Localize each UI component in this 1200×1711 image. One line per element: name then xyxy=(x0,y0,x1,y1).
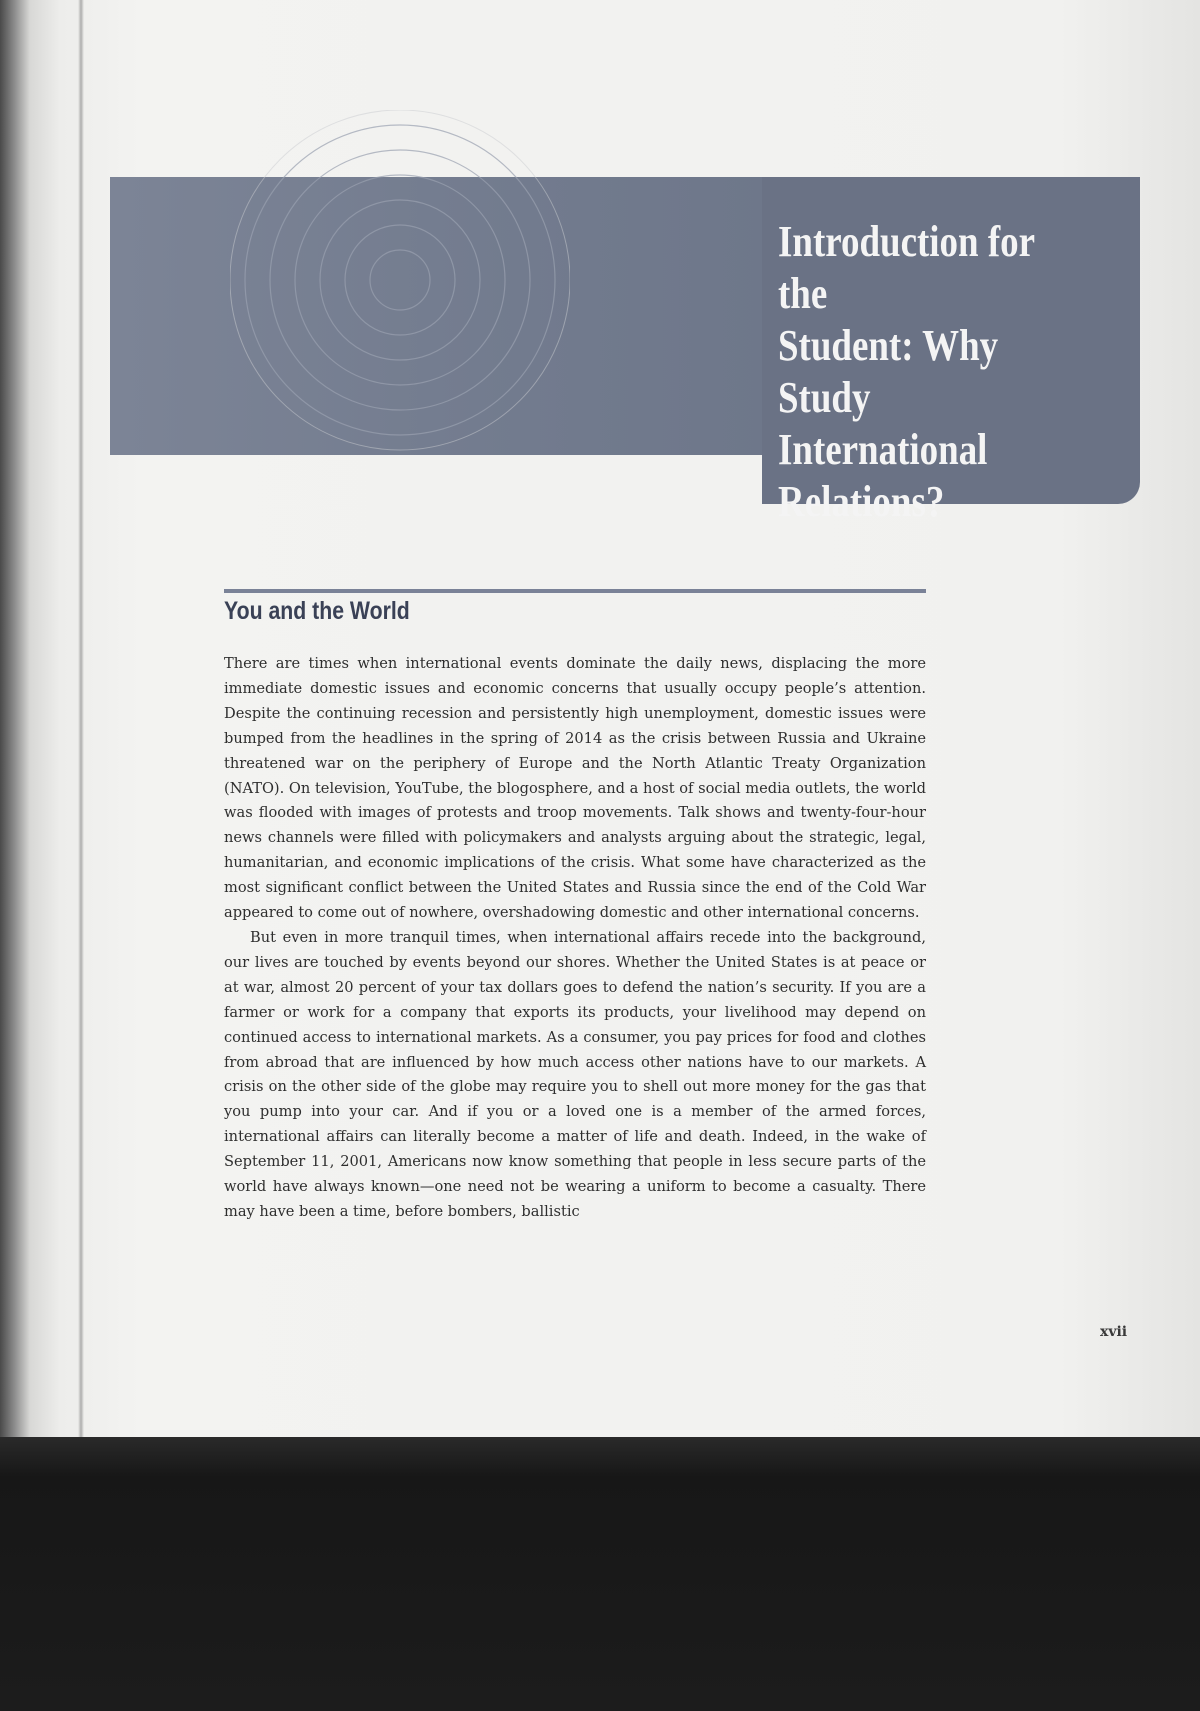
binding-shadow xyxy=(78,0,84,1437)
body-text xyxy=(224,652,926,1225)
chapter-title-line: Student: Why Study xyxy=(778,321,999,422)
section-rule xyxy=(224,589,926,593)
scan-bottom-shadow xyxy=(0,1437,1200,1711)
paragraph: There are times when international events dominate the daily news, displacing the more immediate domestic issues and economic concerns that usually occupy people’s attention. Despite the continuing recession and persistently high unemployment, domestic issues were bumped from the headlines in the spring of 2014 as the crisis between Russia and Ukraine threatened war on the periphery of Europe and the North Atlantic Treaty Organization (NATO). On television, YouTube, the blogosphere, and a host of social media outlets, the world was flooded with images of protests and troop movements. Talk shows and twenty-four-hour news channels were filled with policymakers and analysts arguing about the strategic, legal, humanitarian, and economic implications of the crisis. What some have characterized as the most significant conflict between the United States and Russia since the end of the Cold War appeared to come out of nowhere, overshadowing domestic and other international concerns. xyxy=(224,655,926,922)
paragraph: But even in more tranquil times, when international affairs recede into the background, our lives are touched by events beyond our shores. Whether the United States is at peace or at war, almost 20 percent of your tax dollars goes to defend the nation’s security. If you are a farmer or work for a company that exports its products, your livelihood may depend on continued access to international markets. As a consumer, you pay prices for food and clothes from abroad that are influenced by how much access other nations have to our markets. A crisis on the other side of the globe may require you to shell out more money for the gas that you pump into your car. And if you or a loved one is a member of the armed forces, international affairs can literally become a matter of life and death. Indeed, in the wake of September 11, 2001, Americans now know something that people in less secure parts of the world have always known—one need not be wearing a uniform to become a casualty. There may have been a time, before bombers, ballistic xyxy=(224,928,926,1220)
section-heading: You and the World xyxy=(224,597,410,625)
chapter-title-line: Introduction for the xyxy=(778,217,1035,318)
chapter-title-line: International xyxy=(778,425,988,474)
chapter-title-line: Relations? xyxy=(778,477,945,526)
concentric-circles-decoration xyxy=(230,110,570,530)
chapter-title xyxy=(778,216,1072,528)
page-number: xvii xyxy=(1100,1324,1128,1340)
